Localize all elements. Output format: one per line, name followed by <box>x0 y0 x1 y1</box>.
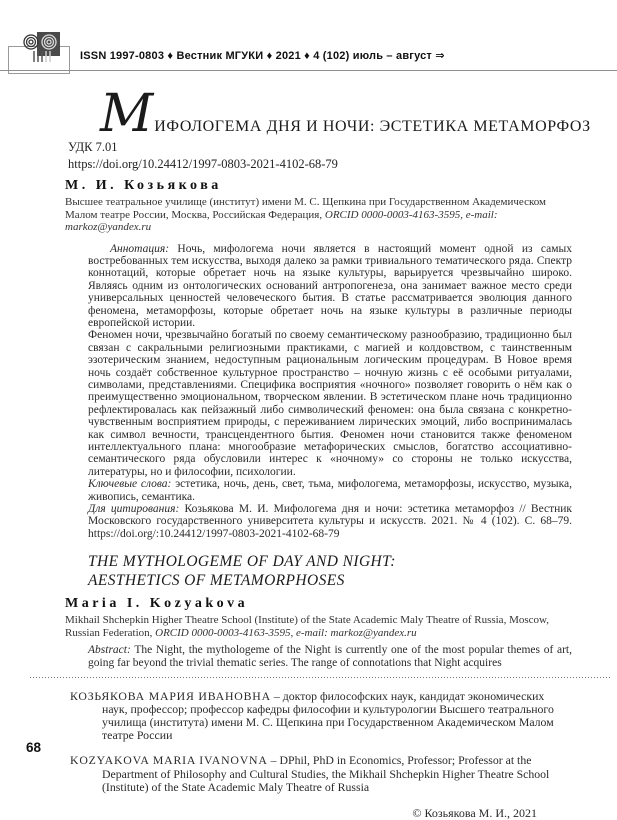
footnote-rest-ru: – доктор философских наук, кандидат экономических наук, профессор; профессор кафедры философии и культурологии Высшего театрального училища (института) имени М. С. Щепкина при Государственном Академическом Малом театре России <box>102 688 554 743</box>
author-name-en: Maria I. Kozyakova <box>65 596 249 612</box>
affiliation-text-ru: Высшее театральное училище (институт) имени М. С. Щепкина при Государственном Академическом Малом театре России, Москва, Российская Федерация, <box>65 196 547 221</box>
article-title-en <box>88 552 572 590</box>
page-number: 68 <box>26 740 42 755</box>
footnote-author-ru <box>70 688 572 743</box>
footnote-author-en <box>70 753 572 794</box>
abstract-label-en: Abstract: <box>88 644 131 657</box>
issn-header-line: ISSN 1997-0803 ♦ Вестник МГУКИ ♦ 2021 ♦ 4 (102) июль – август ⇒ <box>80 50 445 62</box>
citation-text: Козьякова М. И. Мифологема дня и ночи: эстетика метаморфоз // Вестник Московского государственного университета культуры и искусств. 2021. № 4 (102). С. 68–79. https://doi.org/:10.24412/1997-0803-2021-4102-68-79 <box>88 503 573 540</box>
title-drop-cap: М <box>100 84 154 144</box>
abstract-ru-text-1: Ночь, мифологема ночи является в настоящий момент одной из самых востребованных тем искусства, выходя далеко за рамки тривиального тематического ряда. Спектр коннотаций, которые обретает ночь на языке культуры, варьируется чрезвычайно широко. Являясь одним из онтологических оснований антропогенеза, она занимает важное место среди универсальных ценностей человеческого бытия. В статье рассматривается эволюция данного феномена, метаморфозы, которые обретает ночь на языке культуры в различные периоды европейской истории. <box>88 242 573 329</box>
abstract-ru-paragraph-2: Феномен ночи, чрезвычайно богатый по своему семантическому разнообразию, традиционно был связан с сакральными религиозными практиками, с магией и колдовством, с таинственным эзотерическим знанием, недоступным рациональным логическим процедурам. В Новое время ночь создаёт собственное культурное пространство – ночную жизнь с её особыми ритуалами, символами, представлениями. Специфика восприятия «ночного» позволяет говорить о нём как о преимущественно эмоциональном, творческом явлении. В эстетическом плане ночь традиционно рефлектировалась как пейзажный либо символический феномен: она была связана с конкретно-чувственным восприятием природы, с переживанием лирических эмоций, либо воспринималась как символ вечности, трансцендентного бытия. Феномен ночи становится также феноменом интеллектуального плана: многообразие метафорических смыслов, богатство ассоциативно-семантического ряда обусловили интерес к «ночному» со стороны не только искусства, литературы, но и философии, психологии. <box>88 329 572 478</box>
abstract-ru-paragraph-1 <box>88 243 572 330</box>
article-title <box>100 84 617 144</box>
author-affiliation-en <box>65 614 570 639</box>
citation-label: Для цитирования: <box>88 503 180 516</box>
title-text: ИФОЛОГЕМА ДНЯ И НОЧИ: ЭСТЕТИКА МЕТАМОРФОЗ <box>154 118 591 135</box>
footnote-name-en: KOZYAKOVA MARIA IVANOVNA <box>70 753 268 768</box>
abstract-en <box>88 644 572 669</box>
keywords-text: эстетика, ночь, день, свет, тьма, мифологема, метаморфозы, искусство, музыка, живопись, семантика. <box>88 478 572 503</box>
abstract-label-ru: Аннотация: <box>110 242 170 255</box>
title-en-line1: THE MYTHOLOGEME OF DAY AND NIGHT: <box>88 553 396 571</box>
author-name-ru: М. И. Козьякова <box>65 178 222 193</box>
footnotes <box>0 690 617 794</box>
header-rule <box>0 70 617 71</box>
affiliation-text-en: Mikhail Shchepkin Higher Theatre School (Institute) of the State Academic Maly Theatre of Russia, Moscow, Russian Federation, <box>65 614 549 639</box>
copyright-notice: © Козьякова М. И., 2021 <box>412 805 537 820</box>
keywords <box>88 478 572 503</box>
affiliation-orcid-ru: ORCID 0000-0003-4163-3595, e-mail: markoz@yandex.ru <box>65 208 498 233</box>
udk-code: УДК 7.01 <box>68 140 118 154</box>
abstract-ru <box>88 243 572 591</box>
affiliation-orcid-en: ORCID 0000-0003-4163-3595, e-mail: markoz@yandex.ru <box>155 626 417 639</box>
citation <box>88 503 572 540</box>
footnote-separator <box>30 677 610 678</box>
doi-line: https://doi.org/10.24412/1997-0803-2021-4102-68-79 <box>68 157 338 171</box>
abstract-en-text: The Night, the mythologeme of the Night is currently one of the most popular themes of art, going far beyond the trivial thematic series. The range of connotations that Night acquires <box>88 644 572 669</box>
footnote-name-ru: КОЗЬЯКОВА МАРИЯ ИВАНОВНА <box>70 688 271 703</box>
keywords-label: Ключевые слова: <box>88 478 172 491</box>
footnote-rest-en: – DPhil, PhD in Economics, Professor; Professor at the Department of Philosophy and Cultural Studies, the Mikhail Shchepkin Higher Theatre School (Institute) of the State Academic Maly Theatre of Russia <box>102 753 550 794</box>
journal-logo-icon <box>22 32 60 62</box>
author-affiliation-ru <box>65 196 570 234</box>
title-en-line2: AESTHETICS OF METAMORPHOSES <box>88 572 345 590</box>
